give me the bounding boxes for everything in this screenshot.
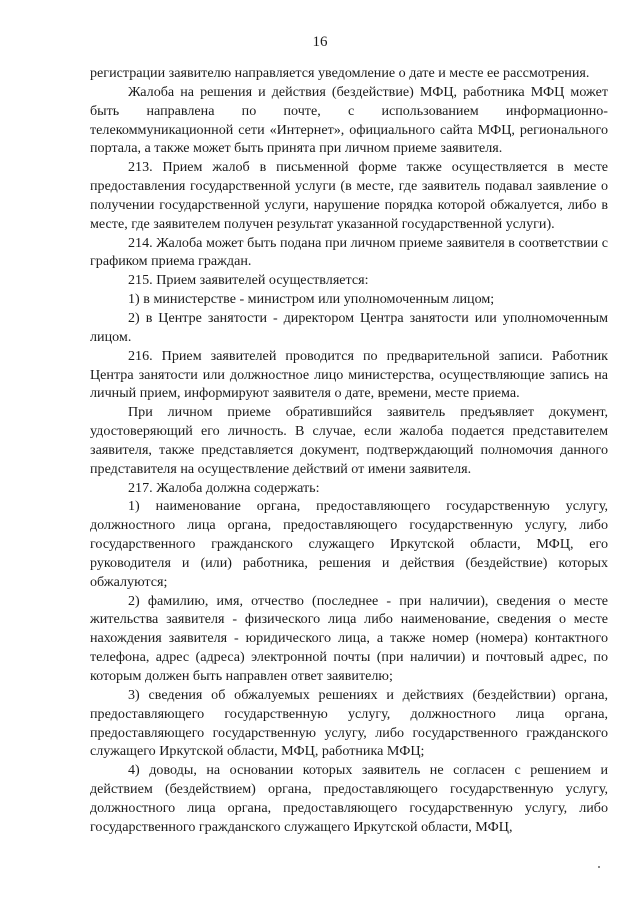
paragraph: 215. Прием заявителей осуществляется:	[128, 272, 369, 289]
paragraph: При личном приеме обратившийся заявитель предъявляет документ, удостоверяющий его личность. В случае, если жалоба подается представителем заявителя, также представляется документ, подтверждающий полномочия данного представителя на осуществление действий от имени заявителя.	[90, 404, 608, 477]
paragraph: регистрации заявителю направляется уведомление о дате и месте ее рассмотрения.	[90, 65, 590, 81]
paragraph: 214. Жалоба может быть подана при личном приеме заявителя в соответствии с графиком приема граждан.	[90, 234, 608, 270]
paragraph: 4) доводы, на основании которых заявитель не согласен с решением и действием (бездействием) органа, предоставляющего государственную услугу, должностного лица органа, предоставляющего государственную услугу, либо государственного гражданского служащего Иркутской области, МФЦ,	[90, 762, 608, 835]
paragraph: Жалоба на решения и действия (бездействие) МФЦ, работника МФЦ может быть направлена по почте, с использованием информационно-телекоммуникационной сети «Интернет», официального сайта МФЦ, регионального портала, а также может быть принята при личном приеме заявителя.	[90, 83, 608, 157]
paragraph: 216. Прием заявителей проводится по предварительной записи. Работник Центра занятости или должностное лицо министерства, осуществляющие запись на личный прием, информируют заявителя о дате, времени, месте приема.	[90, 347, 608, 402]
scan-speck	[598, 866, 600, 868]
paragraph: 2) в Центре занятости - директором Центра занятости или уполномоченным лицом.	[90, 309, 608, 345]
document-body	[90, 64, 608, 837]
paragraph: 217. Жалоба должна содержать:	[128, 479, 320, 496]
paragraph: 1) наименование органа, предоставляющего государственную услугу, должностного лица органа, предоставляющего государственную услугу, либо государственного гражданского служащего Иркутской области, МФЦ, его руководителя и (или) работника, решения и действия (бездействие) которых обжалуются;	[90, 498, 608, 590]
paragraph: 2) фамилию, имя, отчество (последнее - при наличии), сведения о месте жительства заявителя - физического лица либо наименование, сведения о месте нахождения заявителя - юридического лица, а также номер (номера) контактного телефона, адрес (адреса) электронной почты (при наличии) и почтовый адрес, по которым должен быть направлен ответ заявителю;	[90, 592, 608, 684]
page-number: 16	[312, 34, 328, 50]
paragraph: 3) сведения об обжалуемых решениях и действиях (бездействии) органа, предоставляющего государственную услугу, должностного лица органа, предоставляющего государственную услугу, либо государственного гражданского служащего Иркутской области, МФЦ, работника МФЦ;	[90, 686, 608, 760]
paragraph: 1) в министерстве - министром или уполномоченным лицом;	[128, 291, 495, 308]
paragraph: 213. Прием жалоб в письменной форме также осуществляется в месте предоставления государственной услуги (в месте, где заявитель подавал заявление о получении государственной услуги, нарушение порядка которой обжалуется, либо в месте, где заявителем получен результат указанной государственной услуги).	[90, 159, 608, 232]
